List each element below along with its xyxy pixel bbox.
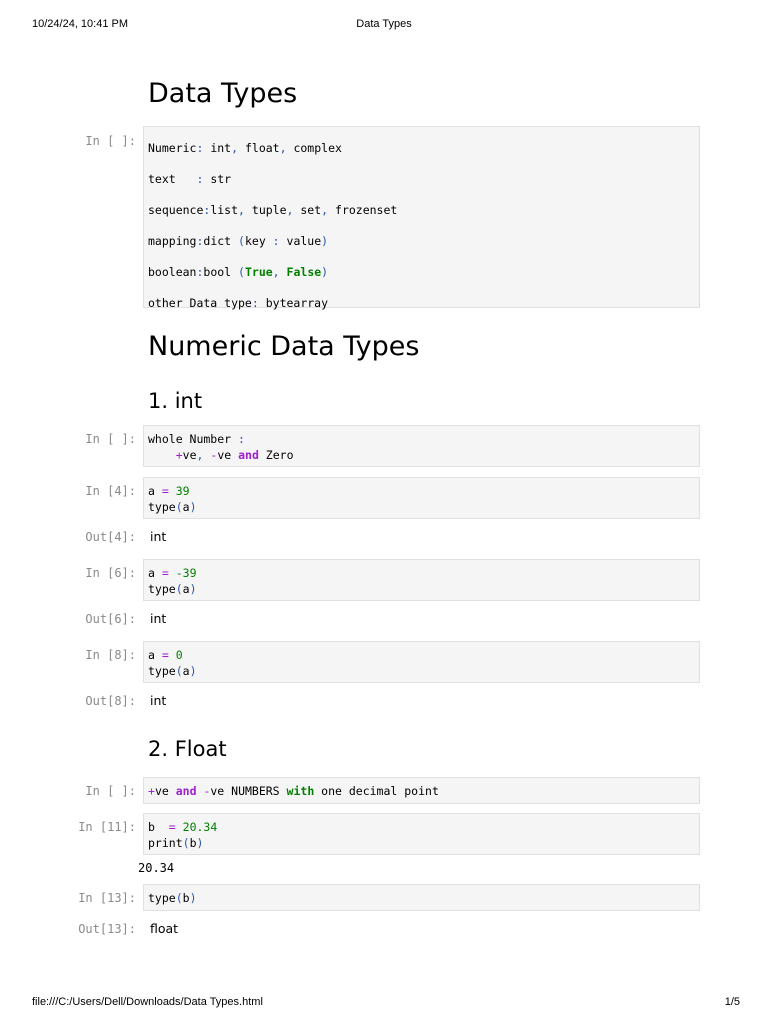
code-token: and [238,447,259,462]
code-token [280,265,287,279]
code-token [169,566,176,580]
code-token: set [293,203,322,217]
cell-output: int [150,611,167,626]
code-token: + [175,447,183,462]
code-token: Numeric [148,141,197,155]
code-token: , [321,203,329,217]
code-token: , [196,447,204,462]
cell-prompt: In [ ]: [85,432,136,446]
code-token: ( [182,835,190,850]
code-token: : [196,234,204,248]
code-token: a [182,499,190,514]
heading-data-types: Data Types [148,78,298,109]
code-token: , [272,265,280,279]
code-token: = [161,484,169,498]
code-token: ) [321,234,329,248]
cell-output: int [150,693,167,708]
output-prompt: Out[13]: [78,922,136,936]
heading-int: 1. int [148,389,203,413]
code-token: print [148,835,183,850]
code-token: -39 [175,566,197,580]
code-token: complex [286,141,342,155]
code-token: bool [203,265,239,279]
code-token: ) [321,265,329,279]
code-cell-float-description[interactable] [143,777,700,804]
code-token: list [210,203,239,217]
code-token: ) [189,499,197,514]
print-file-path: file:///C:/Users/Dell/Downloads/Data Types.html [32,996,263,1008]
code-cell-in-4[interactable] [143,477,700,519]
code-token: b [182,891,190,905]
code-cell-in-13[interactable] [143,884,700,911]
code-token: with [286,784,315,798]
code-token: sequence [148,203,204,217]
code-token: bytearray [258,296,329,310]
code-token: ) [189,581,197,596]
code-token: ve [217,447,239,462]
code-token: : [272,234,280,248]
code-token: ) [196,835,204,850]
heading-numeric-data-types: Numeric Data Types [148,331,420,362]
code-token: a [148,648,162,662]
code-token: ( [175,663,183,678]
code-token: : [251,296,259,310]
code-token: , [238,203,245,217]
code-token: : [238,432,245,446]
code-token: = [161,648,169,662]
code-token: text [148,172,197,186]
code-token: b [148,820,169,834]
code-token [169,484,176,498]
code-token: = [161,566,169,580]
code-token: a [182,663,190,678]
code-token [169,648,176,662]
cell-output: int [150,529,167,544]
output-prompt: Out[8]: [85,694,136,708]
code-token: = [168,820,176,834]
code-cell-in-8[interactable] [143,641,700,683]
code-token: False [286,265,322,279]
code-token: : [196,141,204,155]
code-token: ( [175,581,183,596]
code-token [148,448,176,462]
cell-prompt: In [6]: [85,566,136,580]
code-token: 20.34 [182,820,218,834]
print-title: Data Types [356,18,412,30]
print-page-number: 1/5 [724,996,740,1008]
stream-output: 20.34 [138,861,175,875]
code-token: tuple [244,203,287,217]
cell-prompt: In [8]: [85,648,136,662]
cell-prompt: In [ ]: [85,134,136,148]
code-token: : [203,203,211,217]
code-token: + [148,784,155,798]
code-token: ve [182,447,197,462]
code-token: type [148,499,176,514]
code-token: int [203,141,232,155]
cell-prompt: In [11]: [78,820,136,834]
code-token: float [238,141,280,155]
code-token: ve NUMBERS [210,784,287,798]
code-token: - [210,447,218,462]
code-token: True [244,265,273,279]
code-token: ( [175,891,183,905]
code-token: - [203,784,211,798]
cell-output: float [150,921,179,936]
output-prompt: Out[6]: [85,612,136,626]
code-token [176,820,183,834]
print-datetime: 10/24/24, 10:41 PM [32,18,129,30]
cell-prompt: In [ ]: [85,784,136,798]
code-token: : [196,265,204,279]
code-token: , [279,141,287,155]
code-token: type [148,891,176,905]
code-token: a [148,484,162,498]
cell-prompt: In [4]: [85,484,136,498]
code-token: a [182,581,190,596]
cell-prompt: In [13]: [78,891,136,905]
code-token: , [231,141,239,155]
code-token: ( [238,234,245,248]
heading-float: 2. Float [148,737,227,761]
code-token: 0 [175,648,183,662]
code-token: whole Number [148,432,239,446]
code-token: : [196,172,204,186]
code-token: mapping [148,234,197,248]
code-cell-in-11[interactable] [143,813,700,855]
code-token: and [175,784,197,798]
code-token: ) [189,891,197,905]
code-cell-data-types-list[interactable] [143,126,700,308]
code-token: Zero [258,447,294,462]
code-token: b [189,835,197,850]
output-prompt: Out[4]: [85,530,136,544]
code-token: type [148,581,176,596]
code-token: , [286,203,294,217]
code-cell-in-6[interactable] [143,559,700,601]
code-token: ( [238,265,245,279]
code-token: ve [154,784,176,798]
code-token: dict [203,234,239,248]
code-token: other Data type [148,296,252,310]
code-token: type [148,663,176,678]
code-token: boolean [148,265,197,279]
code-token: 39 [175,484,190,498]
code-token: value [279,234,322,248]
code-token: one decimal point [314,784,439,798]
code-token: ( [175,499,183,514]
code-token: key [244,234,273,248]
code-token: frozenset [328,203,398,217]
code-cell-whole-number[interactable] [143,425,700,467]
code-token: str [203,172,232,186]
code-token: a [148,566,162,580]
code-token: ) [189,663,197,678]
